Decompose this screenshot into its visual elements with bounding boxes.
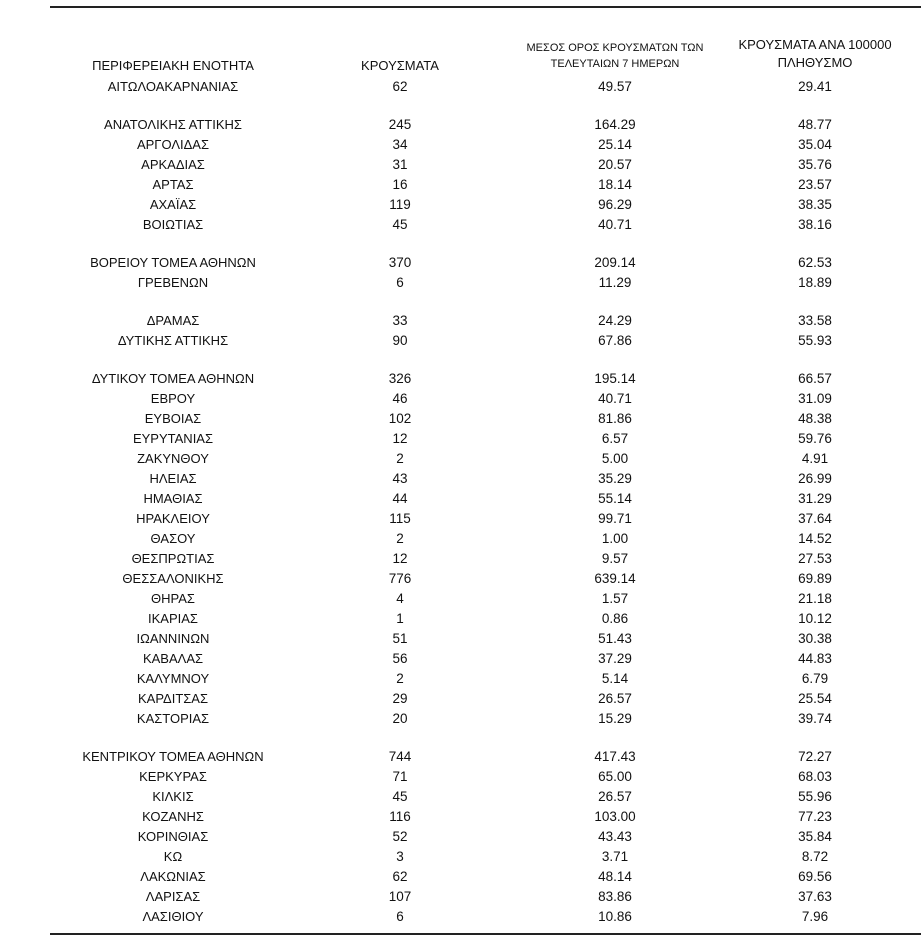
cell-avg7: 20.57 (598, 157, 632, 172)
cell-per100k: 69.89 (798, 571, 832, 586)
cell-avg7: 11.29 (598, 275, 632, 290)
cell-region: ΚΑΛΥΜΝΟΥ (136, 671, 210, 686)
cell-avg7: 25.14 (598, 137, 632, 152)
cell-region: ΒΟΡΕΙΟΥ ΤΟΜΕΑ ΑΘΗΝΩΝ (90, 255, 256, 270)
cell-avg7: 5.00 (601, 451, 629, 466)
cell-cases: 4 (396, 591, 404, 606)
cell-cases: 115 (389, 511, 411, 526)
cell-region: ΛΑΡΙΣΑΣ (145, 889, 201, 904)
table-row (0, 807, 921, 827)
header-per100k-line2: ΠΛΗΘΥΣΜΟ (777, 55, 853, 70)
cell-per100k: 10.12 (798, 611, 832, 626)
cell-cases: 744 (388, 749, 412, 764)
cell-cases: 326 (388, 371, 412, 386)
cell-per100k: 37.63 (798, 889, 832, 904)
table-row (0, 629, 921, 649)
table-row (0, 887, 921, 907)
header-avg7 (505, 40, 725, 72)
cell-cases: 71 (392, 769, 408, 784)
cell-per100k: 38.35 (798, 197, 832, 212)
cell-per100k: 7.96 (801, 909, 829, 924)
cell-per100k: 37.64 (798, 511, 832, 526)
cell-per100k: 35.04 (798, 137, 832, 152)
cell-region: ΚΙΛΚΙΣ (152, 789, 194, 804)
cell-per100k: 48.77 (798, 117, 832, 132)
cell-region: ΔΡΑΜΑΣ (146, 313, 200, 328)
cell-avg7: 5.14 (601, 671, 629, 686)
table-row (0, 847, 921, 867)
cell-cases: 102 (388, 411, 412, 426)
cell-avg7: 35.29 (598, 471, 632, 486)
cell-region: ΔΥΤΙΚΗΣ ΑΤΤΙΚΗΣ (117, 333, 229, 348)
cell-region: ΑΡΤΑΣ (152, 177, 194, 192)
cell-region: ΚΑΡΔΙΤΣΑΣ (137, 691, 209, 706)
cell-region: ΘΗΡΑΣ (151, 591, 195, 606)
cell-per100k: 31.09 (798, 391, 832, 406)
cell-region: ΕΥΡΥΤΑΝΙΑΣ (132, 431, 214, 446)
cell-region: ΓΡΕΒΕΝΩΝ (137, 275, 209, 290)
table-row (0, 253, 921, 273)
header-cases: ΚΡΟΥΣΜΑΤΑ (361, 58, 439, 73)
table-row (0, 649, 921, 669)
table-row (0, 867, 921, 887)
cell-avg7: 1.00 (601, 531, 629, 546)
table-row (0, 669, 921, 689)
cell-cases: 62 (392, 869, 408, 884)
table-row (0, 369, 921, 389)
table-header (0, 36, 921, 78)
table-row (0, 155, 921, 175)
cell-per100k: 6.79 (801, 671, 829, 686)
cell-cases: 52 (392, 829, 408, 844)
cell-region: ΚΕΡΚΥΡΑΣ (139, 769, 207, 784)
cell-region: ΗΜΑΘΙΑΣ (143, 491, 203, 506)
cell-cases: 107 (388, 889, 412, 904)
cell-cases: 2 (396, 531, 404, 546)
cell-cases: 12 (392, 431, 408, 446)
cell-region: ΗΡΑΚΛΕΙΟΥ (136, 511, 210, 526)
cell-per100k: 4.91 (801, 451, 829, 466)
cell-per100k: 31.29 (798, 491, 832, 506)
cell-avg7: 24.29 (598, 313, 632, 328)
table-row (0, 311, 921, 331)
cell-avg7: 26.57 (598, 789, 632, 804)
cell-avg7: 99.71 (598, 511, 632, 526)
cell-region: ΙΚΑΡΙΑΣ (148, 611, 198, 626)
cell-per100k: 48.38 (798, 411, 832, 426)
cell-avg7: 9.57 (601, 551, 629, 566)
cell-avg7: 40.71 (598, 217, 632, 232)
table-row (0, 569, 921, 589)
cell-region: ΑΝΑΤΟΛΙΚΗΣ ΑΤΤΙΚΗΣ (104, 117, 242, 132)
cell-region: ΚΩ (163, 849, 183, 864)
table-top-rule (50, 6, 921, 8)
cell-cases: 44 (392, 491, 408, 506)
cell-avg7: 51.43 (598, 631, 632, 646)
table-row (0, 529, 921, 549)
header-per100k-line1: ΚΡΟΥΣΜΑΤΑ ΑΝΑ 100000 (738, 37, 892, 52)
cell-cases: 116 (389, 809, 411, 824)
cell-region: ΒΟΙΩΤΙΑΣ (142, 217, 204, 232)
cell-per100k: 35.76 (798, 157, 832, 172)
cell-region: ΛΑΣΙΘΙΟΥ (142, 909, 204, 924)
cell-cases: 245 (388, 117, 412, 132)
cell-avg7: 10.86 (598, 909, 632, 924)
cell-cases: 90 (392, 333, 408, 348)
cell-avg7: 195.14 (594, 371, 636, 386)
table-row (0, 509, 921, 529)
table-row (0, 115, 921, 135)
cell-cases: 45 (392, 789, 408, 804)
table-row (0, 273, 921, 293)
table-row (0, 175, 921, 195)
cell-region: ΑΧΑΪΑΣ (149, 197, 197, 212)
cell-avg7: 209.14 (594, 255, 636, 270)
cell-per100k: 23.57 (798, 177, 832, 192)
cell-per100k: 8.72 (801, 849, 829, 864)
table-row (0, 827, 921, 847)
cell-cases: 46 (392, 391, 408, 406)
cell-per100k: 62.53 (798, 255, 832, 270)
table-row (0, 469, 921, 489)
cell-region: ΚΑΒΑΛΑΣ (142, 651, 204, 666)
cell-avg7: 6.57 (601, 431, 629, 446)
cell-per100k: 38.16 (798, 217, 832, 232)
cell-cases: 6 (396, 275, 404, 290)
table-row (0, 135, 921, 155)
cell-cases: 6 (396, 909, 404, 924)
cell-region: ΑΙΤΩΛΟΑΚΑΡΝΑΝΙΑΣ (107, 79, 239, 94)
table-body (0, 77, 921, 927)
table-row (0, 787, 921, 807)
cell-region: ΚΟΖΑΝΗΣ (142, 809, 204, 824)
cell-cases: 43 (392, 471, 408, 486)
header-avg7-line1: ΜΕΣΟΣ ΟΡΟΣ ΚΡΟΥΣΜΑΤΩΝ ΤΩΝ (526, 42, 704, 54)
cell-avg7: 67.86 (598, 333, 632, 348)
cell-cases: 20 (392, 711, 408, 726)
header-per100k (730, 36, 900, 72)
cell-per100k: 59.76 (798, 431, 832, 446)
cell-per100k: 25.54 (798, 691, 832, 706)
cell-per100k: 35.84 (798, 829, 832, 844)
cell-cases: 776 (388, 571, 412, 586)
cell-avg7: 15.29 (598, 711, 632, 726)
cell-cases: 62 (392, 79, 408, 94)
cell-per100k: 69.56 (798, 869, 832, 884)
cell-per100k: 21.18 (798, 591, 832, 606)
cell-per100k: 29.41 (798, 79, 832, 94)
cell-cases: 31 (392, 157, 408, 172)
cell-avg7: 26.57 (598, 691, 632, 706)
table-row (0, 331, 921, 351)
table-row (0, 609, 921, 629)
cell-cases: 3 (396, 849, 404, 864)
cell-region: ΗΛΕΙΑΣ (149, 471, 197, 486)
cell-cases: 2 (396, 671, 404, 686)
cell-per100k: 27.53 (798, 551, 832, 566)
table-row (0, 429, 921, 449)
cell-per100k: 39.74 (798, 711, 832, 726)
cell-per100k: 55.96 (798, 789, 832, 804)
cell-cases: 2 (396, 451, 404, 466)
table-row (0, 689, 921, 709)
cell-avg7: 81.86 (598, 411, 632, 426)
cell-avg7: 0.86 (601, 611, 629, 626)
cell-avg7: 639.14 (594, 571, 636, 586)
cell-per100k: 66.57 (798, 371, 832, 386)
cell-avg7: 1.57 (601, 591, 629, 606)
cell-cases: 34 (392, 137, 408, 152)
cell-region: ΔΥΤΙΚΟΥ ΤΟΜΕΑ ΑΘΗΝΩΝ (91, 371, 255, 386)
cell-per100k: 55.93 (798, 333, 832, 348)
table-bottom-rule (50, 933, 921, 935)
cell-per100k: 33.58 (798, 313, 832, 328)
table-row (0, 709, 921, 729)
cell-region: ΑΡΓΟΛΙΔΑΣ (136, 137, 210, 152)
cell-avg7: 40.71 (598, 391, 632, 406)
table-row (0, 589, 921, 609)
cell-avg7: 164.29 (594, 117, 636, 132)
table-row (0, 549, 921, 569)
cell-per100k: 30.38 (798, 631, 832, 646)
cell-region: ΕΥΒΟΙΑΣ (144, 411, 202, 426)
cell-cases: 16 (392, 177, 408, 192)
cell-cases: 119 (389, 197, 411, 212)
cell-per100k: 26.99 (798, 471, 832, 486)
table-row (0, 449, 921, 469)
cell-region: ΚΑΣΤΟΡΙΑΣ (136, 711, 210, 726)
cell-avg7: 49.57 (598, 79, 632, 94)
table-row (0, 195, 921, 215)
cell-region: ΖΑΚΥΝΘΟΥ (137, 451, 209, 466)
cell-per100k: 68.03 (798, 769, 832, 784)
cell-avg7: 37.29 (598, 651, 632, 666)
cell-avg7: 417.43 (594, 749, 636, 764)
table-row (0, 489, 921, 509)
cell-region: ΚΕΝΤΡΙΚΟΥ ΤΟΜΕΑ ΑΘΗΝΩΝ (82, 749, 264, 764)
table-row (0, 215, 921, 235)
cell-per100k: 14.52 (798, 531, 832, 546)
cell-region: ΕΒΡΟΥ (150, 391, 196, 406)
table-row (0, 77, 921, 97)
cell-avg7: 48.14 (598, 869, 632, 884)
cell-region: ΚΟΡΙΝΘΙΑΣ (137, 829, 209, 844)
cell-cases: 56 (392, 651, 408, 666)
header-avg7-line2: ΤΕΛΕΥΤΑΙΩΝ 7 ΗΜΕΡΩΝ (550, 58, 680, 70)
cell-avg7: 96.29 (598, 197, 632, 212)
cell-region: ΛΑΚΩΝΙΑΣ (140, 869, 206, 884)
cell-region: ΘΕΣΣΑΛΟΝΙΚΗΣ (122, 571, 224, 586)
cell-region: ΘΑΣΟΥ (150, 531, 196, 546)
cell-cases: 12 (392, 551, 408, 566)
header-region: ΠΕΡΙΦΕΡΕΙΑΚΗ ΕΝΟΤΗΤΑ (92, 58, 254, 73)
cell-per100k: 18.89 (798, 275, 832, 290)
cell-avg7: 65.00 (598, 769, 632, 784)
table-row (0, 409, 921, 429)
cell-avg7: 103.00 (594, 809, 636, 824)
table-row (0, 389, 921, 409)
table-row (0, 747, 921, 767)
cell-avg7: 83.86 (598, 889, 632, 904)
cell-cases: 370 (388, 255, 412, 270)
cell-cases: 45 (392, 217, 408, 232)
cell-region: ΑΡΚΑΔΙΑΣ (141, 157, 205, 172)
cell-cases: 33 (392, 313, 408, 328)
cell-region: ΘΕΣΠΡΩΤΙΑΣ (131, 551, 215, 566)
cell-per100k: 44.83 (798, 651, 832, 666)
table-row (0, 767, 921, 787)
cell-avg7: 43.43 (598, 829, 632, 844)
cell-cases: 29 (392, 691, 408, 706)
cell-region: ΙΩΑΝΝΙΝΩΝ (136, 631, 210, 646)
cell-avg7: 3.71 (601, 849, 629, 864)
table-row (0, 907, 921, 927)
cell-per100k: 77.23 (798, 809, 832, 824)
cell-avg7: 55.14 (598, 491, 632, 506)
cell-avg7: 18.14 (598, 177, 632, 192)
cell-per100k: 72.27 (798, 749, 832, 764)
cell-cases: 51 (392, 631, 408, 646)
cell-cases: 1 (396, 611, 404, 626)
